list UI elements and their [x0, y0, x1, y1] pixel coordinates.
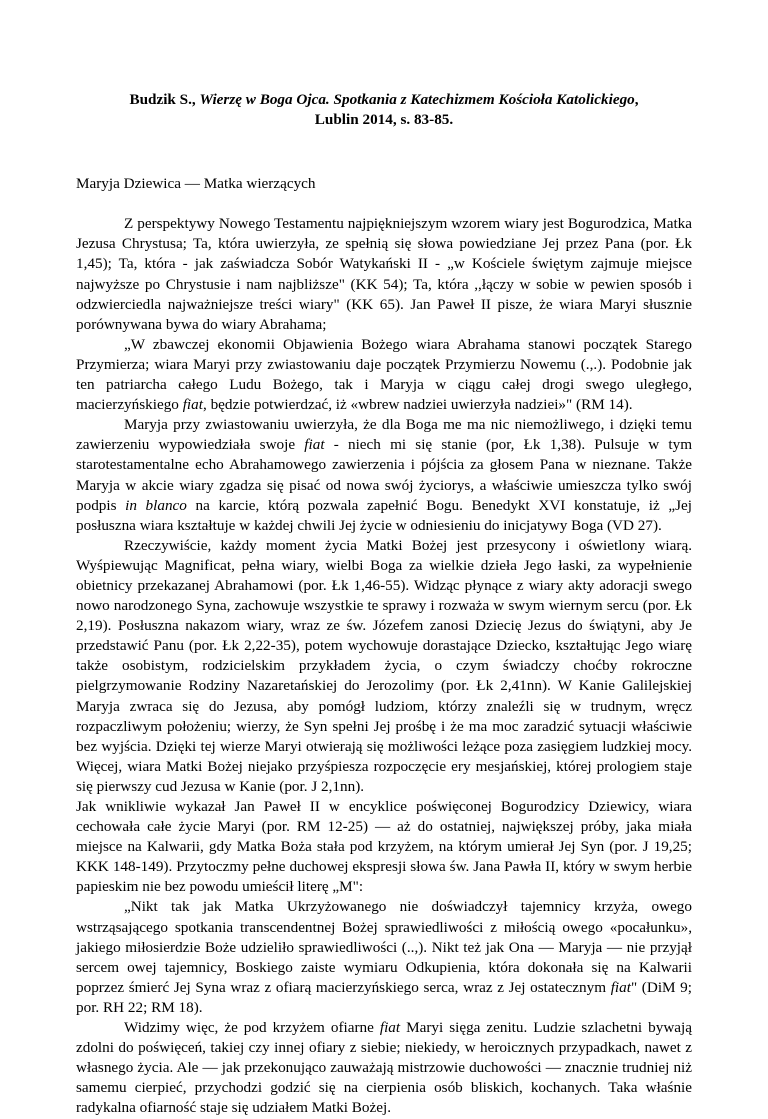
text-run: Rzeczywiście, każdy moment życia Matki Bożej jest przesycony i oświetlony wiarą. Wyśpiewując Magnificat, pełna wiary, wielbi Boga za wielkie dzieła Jego łaski, za wypełnienie obietnicy przekazanej Abrahamowi (por. Łk 1,46-55). Widząc płynące z wiary akty adoracji swego nowo narodzonego Syna, zachowuje wszystkie te sprawy i rozważa w swym wiernym sercu (por. Łk 2,19). Posłuszna nakazom wiary, wraz ze św. Józefem zanosi Dziecię Jezus do świątyni, aby Je przedstawić Panu (por. Łk 2,22-35), potem wychowuje dorastające Dziecko, kształtując Jego wiarę także osobistym, rodzicielskim przykładem życia, o czym świadczy choćby rokroczne pielgrzymowanie Rodziny Nazaretańskiej do Jerozolimy (por. Łk 2,41nn). W Kanie Galilejskiej Maryja zwraca się do Jezusa, aby pomógł ludziom, którzy znaleźli się w trudnym, wręcz rozpaczliwym położeniu; wierzy, że Syn spełni Jej prośbę i że ma moc zaradzić sytuacji właściwie bez wyjścia. Dzięki tej wierze Maryi otwierają się możliwości leżące poza zasięgiem ludzkiej mocy. Więcej, wiara Matki Bożej niejako przyśpiesza rozpoczęcie ery mesjańskiej, której prologiem staje się pierwszy cud Jezusa w Kanie (por. J 2,1nn).	[76, 536, 692, 795]
paragraph	[76, 536, 692, 797]
italic-run: fiat	[304, 436, 325, 454]
text-run: Maryi sięga zenitu. Ludzie szlachetni bywają zdolni do poświęceń, takiej czy innej ofiary z siebie; niekiedy, w heroicznych przypadkach, nawet z własnego życia. Ale — jak przekonująco zauważają mistrzowie duchowości — znacznie trudniej niż samemu cierpieć, przychodzi godzić się na cierpienia osób bliskich, kochanych. Taka właśnie radykalna ofiarność staje się udziałem Matki Bożej.	[76, 1019, 692, 1117]
body-text	[76, 214, 692, 1118]
text-run: - niech mi się stanie (por, Łk 1,38). Pulsuje w tym starotestamentalne echo Abrahamowego zawierzenia i pójścia za głosem Pana w nieznane. Także Maryja w akcie wiary zgadza się pisać od nowa swój życiorys, a właściwie umieszcza tylko swój podpis	[76, 436, 693, 514]
text-run: na karcie, którą pozwala zapełnić Bogu. Benedykt XVI konstatuje, iż „Jej posłuszna wiara kształtuje w każdej chwili Jej życie w odniesieniu do inicjatywy Boga (VD 27).	[76, 496, 692, 534]
italic-run: in blanco	[125, 496, 187, 514]
italic-run: fiat	[379, 1019, 401, 1037]
section-title: Maryja Dziewica — Matka wierzących	[76, 175, 316, 193]
paragraph	[76, 415, 692, 536]
paragraph	[76, 335, 692, 415]
italic-run: fiat	[182, 396, 203, 414]
text-run: Z perspektywy Nowego Testamentu najpiękniejszym wzorem wiary jest Bogurodzica, Matka Jezusa Chrystusa; Ta, która uwierzyła, ze spełnią się słowa powiedziane Jej przez Pana (por. Łk 1,45); Ta, która - jak zaświadcza Sobór Watykański II - „w Kościele świętym zajmuje miejsce najwyższe po Chrystusie i nam najbliższe" (KK 54); Ta, która ,,łączy w sobie w pewien sposób i odzwierciedla najważniejsze treści wiary" (KK 65). Jan Paweł II pisze, że wiara Maryi słusznie porównywana bywa do wiary Abrahama;	[76, 215, 692, 333]
paragraph	[76, 1018, 692, 1118]
citation-title: Wierzę w Boga Ojca. Spotkania z Katechizmem Kościoła Katolickiego	[199, 91, 635, 108]
citation-comma: ,	[634, 91, 639, 108]
text-run: „Nikt tak jak Matka Ukrzyżowanego nie doświadczył tajemnicy krzyża, owego wstrząsającego spotkania transcendentnej Bożej sprawiedliwości z miłością owego «pocałunku», jakiego miłosierdzie Boże udzieliło sprawiedliwości (..,). Nikt też jak Ona — Maryja — nie przyjął sercem owej tajemnicy, Boskiego zaiste wymiaru Odkupienia, która dokonała się na Kalwarii poprzez śmierć Jej Syna wraz z ofiarą macierzyńskiego serca, wraz z Jej ostatecznym	[76, 898, 692, 996]
citation-author: Budzik S.,	[129, 91, 200, 108]
text-run: , będzie potwierdzać, iż «wbrew nadziei uwierzyła nadziei»" (RM 14).	[202, 396, 633, 414]
paragraph	[76, 897, 692, 1018]
citation-line-1	[76, 90, 692, 110]
paragraph	[76, 797, 692, 897]
bibliographic-citation	[76, 90, 692, 130]
text-run: Widzimy więc, że pod krzyżem ofiarne	[124, 1019, 380, 1037]
italic-run: fiat	[610, 978, 631, 996]
text-run: " (DiM 9; por. RH 22; RM 18).	[76, 978, 692, 1016]
paragraph	[76, 214, 692, 335]
citation-line-2: Lublin 2014, s. 83-85.	[314, 111, 454, 129]
text-run: Maryja przy zwiastowaniu uwierzyła, że dla Boga me ma nic niemożliwego, i dzięki temu zawierzeniu wypowiedziała swoje	[76, 416, 692, 454]
text-run: „W zbawczej ekonomii Objawienia Bożego wiara Abrahama stanowi początek Starego Przymierza; wiara Maryi przy zwiastowaniu daje początek Przymierzu Nowemu (.,.). Podobnie jak ten patriarcha całego Ludu Bożego, tak i Maryja w ciągu całej drogi swego uległego, macierzyńskiego	[76, 335, 692, 414]
text-run: Jak wnikliwie wykazał Jan Paweł II w encyklice poświęconej Bogurodzicy Dziewicy, wiara cechowała całe życie Maryi (por. RM 12-25) — aż do ostatniej, największej próby, jaka miała miejsce na Kalwarii, gdy Matka Boża stała pod krzyżem, na którym umierał Jej Syn (por. J 19,25; KKK 148-149). Przytoczmy pełne duchowej ekspresji słowa św. Jana Pawła II, który w swym herbie papieskim nie bez powodu umieścił literę „M":	[76, 798, 692, 896]
